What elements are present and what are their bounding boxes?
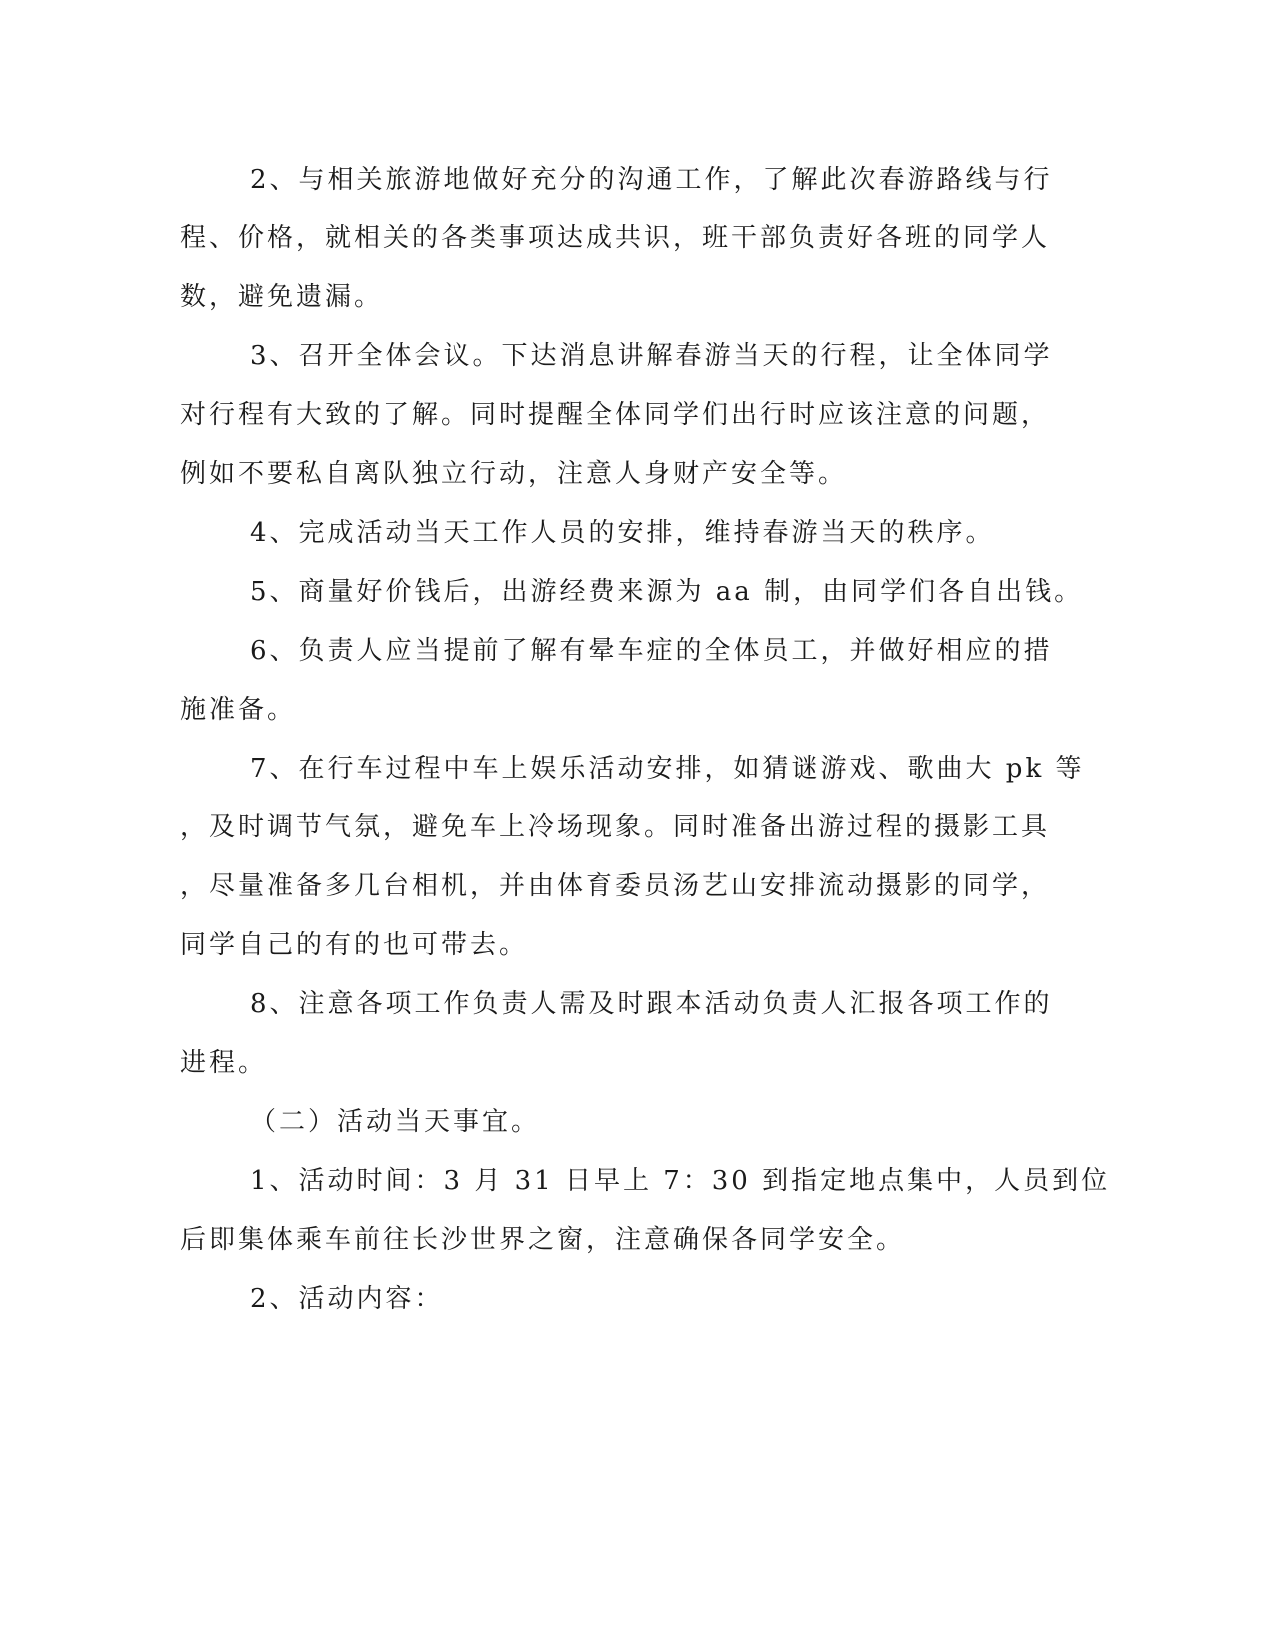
text-line: ，尽量准备多几台相机，并由体育委员汤艺山安排流动摄影的同学， xyxy=(180,871,1051,901)
text-line: 5、商量好价钱后，出游经费来源为 aa 制，由同学们各自出钱。 xyxy=(250,577,1084,607)
text-line: 1、活动时间：3 月 31 日早上 7：30 到指定地点集中，人员到位 xyxy=(250,1166,1111,1196)
text-line: 6、负责人应当提前了解有晕车症的全体员工，并做好相应的措 xyxy=(250,636,1053,666)
text-line: 2、活动内容： xyxy=(250,1284,444,1314)
text-line: 对行程有大致的了解。同时提醒全体同学们出行时应该注意的问题， xyxy=(180,400,1051,430)
text-line: 同学自己的有的也可带去。 xyxy=(180,930,529,960)
section-title: （二）活动当天事宜。 xyxy=(250,1107,541,1137)
text-line: 施准备。 xyxy=(180,695,297,725)
text-line: 数，避免遗漏。 xyxy=(180,282,384,312)
text-line: ，及时调节气氛，避免车上冷场现象。同时准备出游过程的摄影工具 xyxy=(180,812,1051,842)
text-line: 7、在行车过程中车上娱乐活动安排，如猜谜游戏、歌曲大 pk 等 xyxy=(250,754,1085,784)
text-line: 4、完成活动当天工作人员的安排，维持春游当天的秩序。 xyxy=(250,518,995,548)
text-line: 后即集体乘车前往长沙世界之窗，注意确保各同学安全。 xyxy=(180,1225,906,1255)
text-line: 例如不要私自离队独立行动，注意人身财产安全等。 xyxy=(180,459,848,489)
text-line: 2、与相关旅游地做好充分的沟通工作，了解此次春游路线与行 xyxy=(250,165,1053,195)
text-line: 进程。 xyxy=(180,1048,268,1078)
text-line: 8、注意各项工作负责人需及时跟本活动负责人汇报各项工作的 xyxy=(250,989,1053,1019)
text-line: 3、召开全体会议。下达消息讲解春游当天的行程，让全体同学 xyxy=(250,341,1053,371)
text-line: 程、价格，就相关的各类事项达成共识，班干部负责好各班的同学人 xyxy=(180,223,1051,253)
